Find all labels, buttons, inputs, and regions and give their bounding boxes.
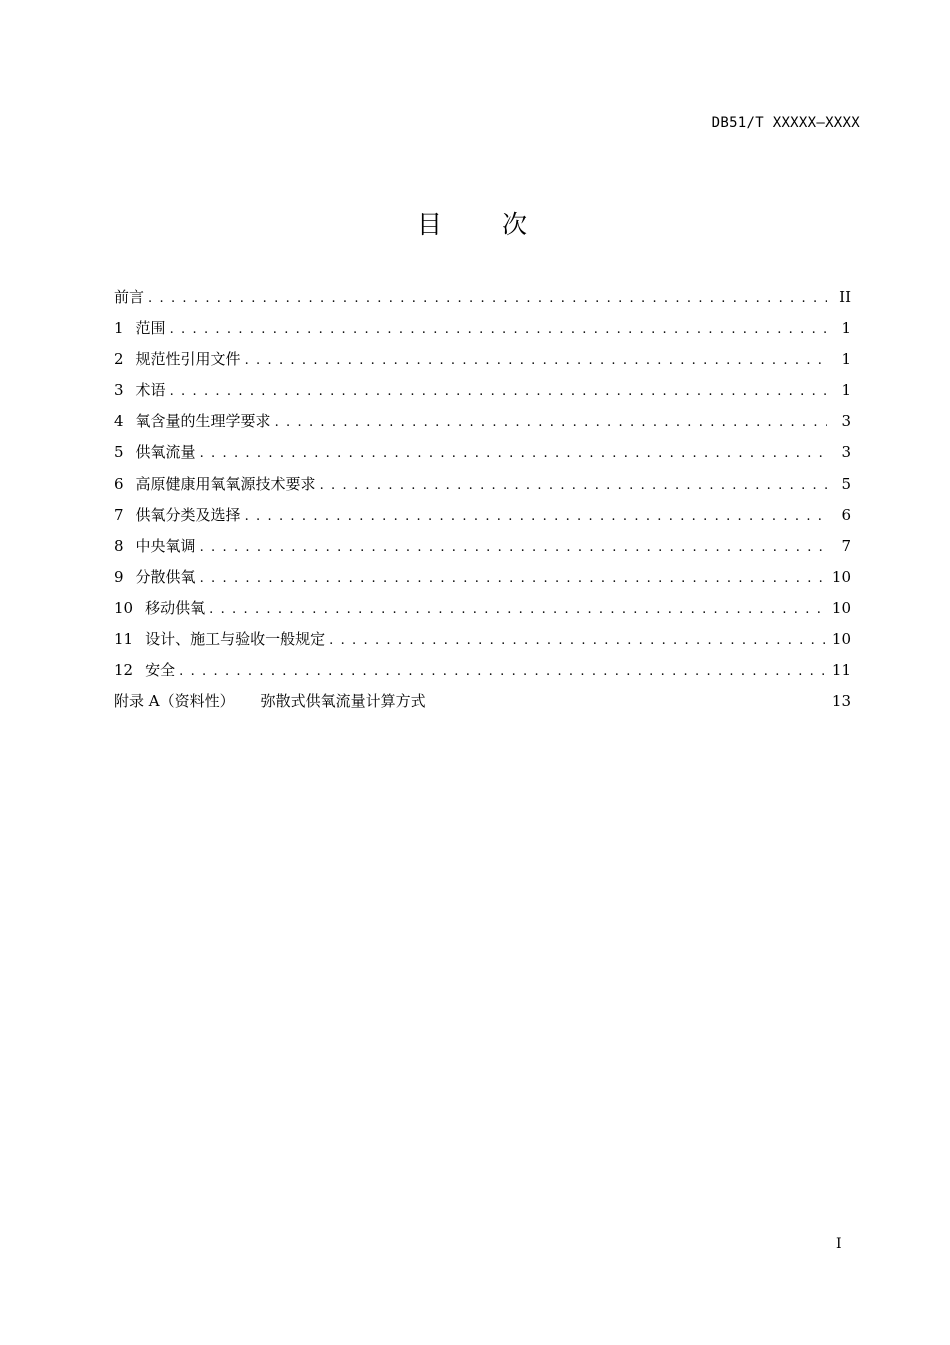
- toc-entry-11[interactable]: [114, 628, 851, 659]
- toc-entry-number: 9: [114, 567, 124, 586]
- toc-entry-8[interactable]: [114, 535, 851, 566]
- dot-leader: [275, 415, 827, 430]
- dot-leader: [200, 571, 826, 586]
- toc-page-ref: 7: [841, 536, 851, 555]
- dot-leader: [200, 540, 827, 555]
- toc-page-ref: 5: [841, 474, 851, 493]
- toc-entry-6[interactable]: [114, 473, 851, 504]
- toc-entry-7[interactable]: [114, 504, 851, 535]
- toc-page-ref: 1: [841, 350, 851, 369]
- toc-entry-12[interactable]: [114, 659, 851, 690]
- toc-entry-foreword[interactable]: [114, 286, 851, 317]
- toc-entry-label: 范围: [135, 319, 166, 338]
- toc-entry-label: 供氧流量: [135, 443, 196, 462]
- toc-page-ref: 10: [831, 598, 851, 617]
- dot-leader: [170, 322, 827, 337]
- toc-page-ref: 6: [841, 505, 851, 524]
- toc-page-ref: 3: [841, 443, 851, 462]
- toc-entry-label: 术语: [135, 381, 166, 400]
- page-number: I: [836, 1236, 842, 1252]
- toc-entry-number: 5: [114, 443, 124, 462]
- toc-page-ref: 10: [831, 630, 851, 649]
- toc-entry-label: 前言: [114, 288, 145, 306]
- toc-entry-1[interactable]: [114, 317, 851, 348]
- toc-entry-label: 中央氧调: [135, 536, 196, 555]
- toc-entry-number: 11: [114, 630, 134, 649]
- toc-entry-2[interactable]: [114, 348, 851, 379]
- toc-entry-number: 7: [114, 505, 124, 524]
- toc-entry-label: 氧含量的生理学要求: [135, 412, 271, 431]
- toc-entry-3[interactable]: [114, 379, 851, 410]
- toc-entry-number: 3: [114, 381, 124, 400]
- toc-entry-10[interactable]: [114, 597, 851, 628]
- dot-leader: [320, 478, 827, 493]
- dot-leader: [170, 384, 827, 399]
- dot-leader: [200, 446, 827, 461]
- toc-page-ref: II: [839, 288, 851, 306]
- toc-entry-number: 4: [114, 412, 124, 431]
- page-title: 目 次: [417, 210, 553, 239]
- dot-leader: [245, 509, 827, 524]
- toc-entry-appendix-a[interactable]: [114, 690, 851, 721]
- toc-page-ref: 1: [841, 319, 851, 338]
- toc-entry-number: 2: [114, 350, 124, 369]
- toc-entry-9[interactable]: [114, 566, 851, 597]
- toc-entry-label: 供氧分类及选择: [135, 505, 241, 524]
- toc-entry-5[interactable]: [114, 441, 851, 472]
- dot-leader: [179, 664, 826, 679]
- dot-leader: [329, 633, 826, 648]
- toc-page-ref: 11: [831, 661, 851, 680]
- toc-entry-label: 移动供氧: [145, 598, 206, 617]
- table-of-contents: [114, 286, 851, 721]
- toc-entry-number: 12: [114, 661, 134, 680]
- toc-entry-label: 分散供氧: [135, 567, 196, 586]
- toc-entry-number: 8: [114, 536, 124, 555]
- toc-page-ref: 3: [841, 412, 851, 431]
- toc-entry-number: 1: [114, 319, 124, 338]
- dot-leader: [209, 602, 826, 617]
- dot-leader: [245, 353, 827, 368]
- toc-entry-number: 6: [114, 474, 124, 493]
- toc-page-ref: 13: [831, 692, 851, 711]
- document-code: DB51/T XXXXX—XXXX: [711, 115, 860, 131]
- toc-entry-label: 高原健康用氧氧源技术要求: [135, 474, 316, 493]
- toc-entry-label: 设计、施工与验收一般规定: [145, 630, 326, 649]
- toc-page-ref: 10: [831, 567, 851, 586]
- toc-entry-label: 安全: [145, 661, 176, 680]
- toc-entry-label: 弥散式供氧流量计算方式: [260, 692, 426, 711]
- toc-entry-number: 10: [114, 598, 134, 617]
- dot-leader: [148, 291, 827, 306]
- appendix-tag: 附录 A（资料性）: [114, 692, 235, 711]
- toc-page-ref: 1: [841, 381, 851, 400]
- toc-entry-label: 规范性引用文件: [135, 350, 241, 369]
- toc-entry-4[interactable]: [114, 410, 851, 441]
